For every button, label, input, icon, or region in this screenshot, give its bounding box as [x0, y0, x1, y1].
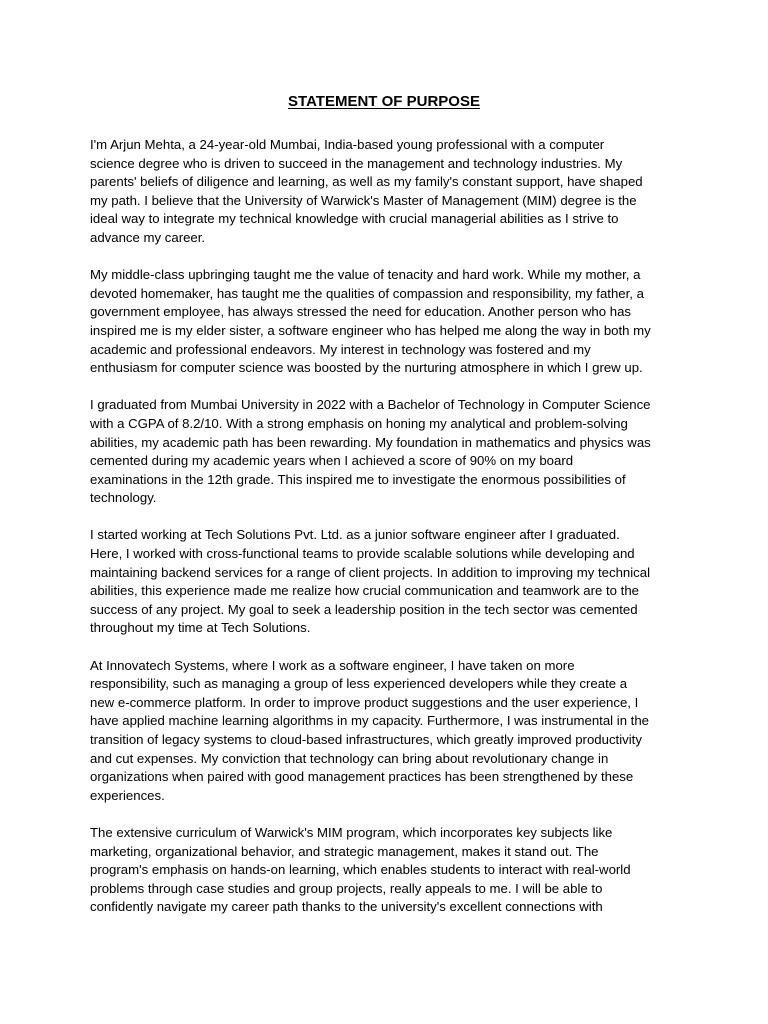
text-line: responsibility, such as managing a group of less experienced developers while they create a [90, 676, 628, 692]
text-line: advance my career. [90, 229, 206, 245]
text-line: my path. I believe that the University of Warwick's Master of Management (MIM) degree is the [90, 192, 637, 208]
text-line: experiences. [90, 787, 165, 803]
text-line: academic and professional endeavors. My interest in technology was fostered and my [90, 341, 591, 357]
paragraph-warwick-program [90, 824, 690, 917]
text-line: technology. [90, 490, 157, 506]
text-line: inspired me is my elder sister, a software engineer who has helped me along the way in both my [90, 322, 651, 338]
text-line: The extensive curriculum of Warwick's MIM program, which incorporates key subjects like [90, 824, 613, 840]
text-line: with a CGPA of 8.2/10. With a strong emphasis on honing my analytical and problem-solving [90, 415, 628, 431]
text-line: I started working at Tech Solutions Pvt. Ltd. as a junior software engineer after I graduated. [90, 527, 620, 543]
text-line: devoted homemaker, has taught me the qualities of compassion and responsibility, my father, a [90, 285, 644, 301]
text-line: program's emphasis on hands-on learning, which enables students to interact with real-world [90, 862, 631, 878]
paragraph-innovatech [90, 657, 690, 806]
text-line: transition of legacy systems to cloud-based infrastructures, which greatly improved productivity [90, 732, 642, 747]
text-line: science degree who is driven to succeed in the management and technology industries. My [90, 155, 623, 171]
text-line: cemented during my academic years when I achieved a score of 90% on my board [90, 453, 574, 469]
text-line: throughout my time at Tech Solutions. [90, 620, 311, 636]
text-line: I graduated from Mumbai University in 2022 with a Bachelor of Technology in Computer Science [90, 397, 651, 413]
text-line: I'm Arjun Mehta, a 24-year-old Mumbai, India-based young professional with a computer [90, 137, 605, 152]
text-line: problems through case studies and group projects, really appeals to me. I will be able to [90, 880, 603, 896]
text-line: and cut expenses. My conviction that technology can bring about revolutionary change in [90, 750, 609, 766]
text-line: government employee, has always stressed the need for education. Another person who has [90, 304, 632, 320]
text-line: enthusiasm for computer science was boosted by the nurturing atmosphere in which I grew up. [90, 360, 643, 376]
text-line: marketing, organizational behavior, and strategic management, makes it stand out. The [90, 843, 599, 859]
text-line: maintaining backend services for a range of client projects. In addition to improving my technical [90, 564, 651, 580]
text-line: examinations in the 12th grade. This inspired me to investigate the enormous possibilities of [90, 471, 626, 487]
paragraph-education [90, 396, 690, 508]
text-line: confidently navigate my career path thanks to the university's excellent connections with [90, 899, 603, 915]
text-line: new e-commerce platform. In order to improve product suggestions and the user experience, I [90, 694, 639, 710]
text-line: abilities, my academic path has been rewarding. My foundation in mathematics and physics was [90, 434, 651, 450]
text-line: abilities, this experience made me realize how crucial communication and teamwork are to the [90, 583, 640, 599]
document-title: STATEMENT OF PURPOSE [288, 93, 480, 110]
text-line: Here, I worked with cross-functional teams to provide scalable solutions while developing and [90, 546, 635, 562]
paragraph-upbringing [90, 266, 690, 378]
text-line: organizations when paired with good management practices has been strengthened by these [90, 769, 634, 785]
text-line: have applied machine learning algorithms in my capacity. Furthermore, I was instrumental in the [90, 713, 650, 729]
text-line: parents' beliefs of diligence and learning, as well as my family's constant support, have shaped [90, 174, 643, 190]
paragraph-tech-solutions [90, 526, 690, 638]
document-body [90, 136, 690, 936]
paragraph-intro [90, 136, 690, 248]
text-line: success of any project. My goal to seek a leadership position in the tech sector was cemented [90, 601, 638, 617]
text-line: My middle-class upbringing taught me the value of tenacity and hard work. While my mother, a [90, 267, 641, 283]
text-line: At Innovatech Systems, where I work as a software engineer, I have taken on more [90, 657, 575, 673]
text-line: ideal way to integrate my technical knowledge with crucial managerial abilities as I strive to [90, 211, 619, 227]
